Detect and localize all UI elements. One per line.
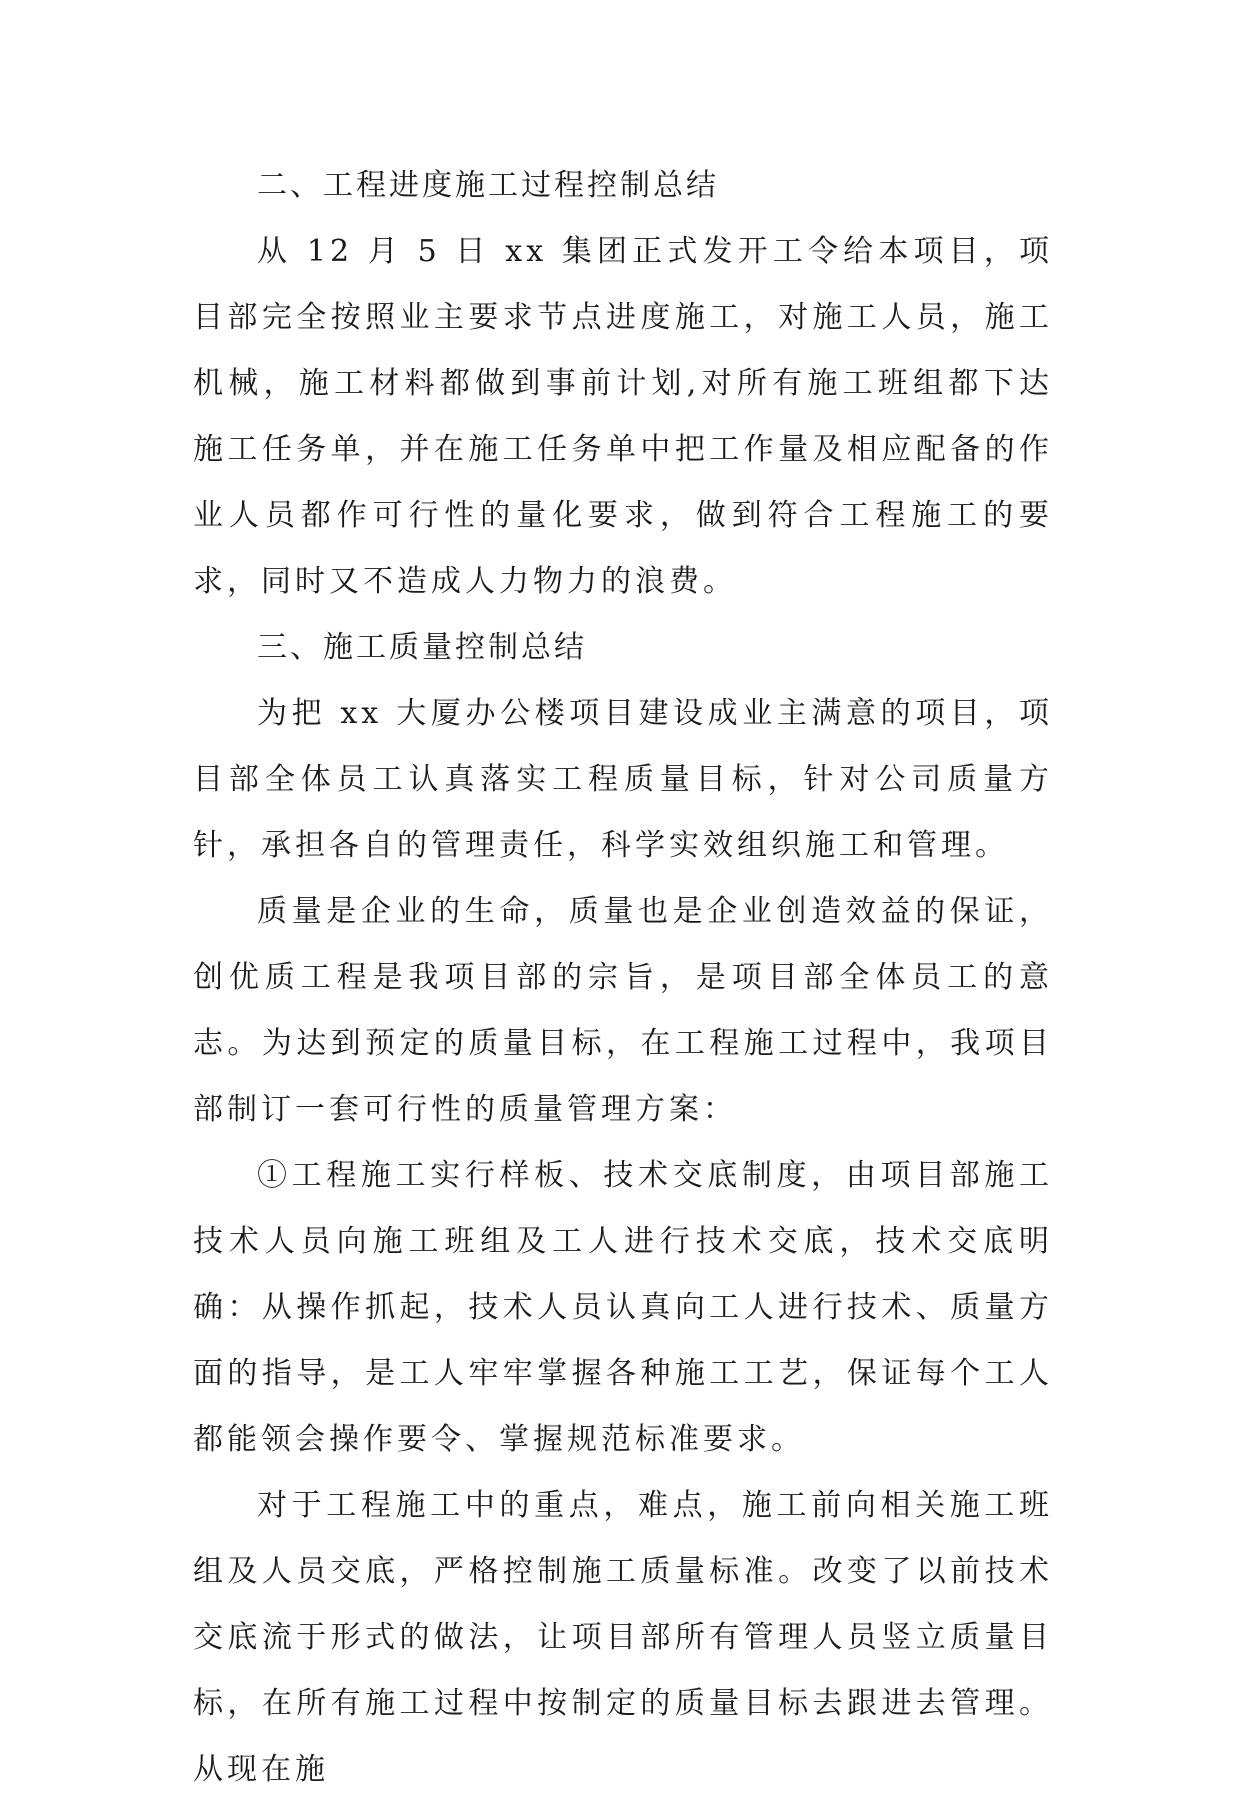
section-heading-quality: 三、施工质量控制总结 <box>257 630 587 665</box>
paragraph-technical-briefing: ①工程施工实行样板、技术交底制度，由项目部施工技术人员向施工班组及工人进行技术交底，技术交底明确：从操作抓起，技术人员认真向工人进行技术、质量方面的指导，是工人牢牢掌握各种施工工艺，保证每个工人都能领会操作要令、掌握规范标准要求。 <box>193 1158 1053 1457</box>
paragraph-quality-goal: 为把 xx 大厦办公楼项目建设成业主满意的项目，项目部全体员工认真落实工程质量目标，针对公司质量方针，承担各自的管理责任，科学实效组织施工和管理。 <box>193 696 1053 863</box>
document-body <box>193 153 1053 1803</box>
paragraph-progress-control: 从 12 月 5 日 xx 集团正式发开工令给本项目，项目部完全按照业主要求节点进度施工，对施工人员，施工机械，施工材料都做到事前计划,对所有施工班组都下达施工任务单，并在施工任务单中把工作量及相应配备的作业人员都作可行性的量化要求，做到符合工程施工的要求，同时又不造成人力物力的浪费。 <box>193 234 1053 599</box>
paragraph-key-difficulties: 对于工程施工中的重点，难点，施工前向相关施工班组及人员交底，严格控制施工质量标准。改变了以前技术交底流于形式的做法，让项目部所有管理人员竖立质量目标，在所有施工过程中按制定的质量目标去跟进去管理。从现在施 <box>193 1488 1053 1787</box>
section-heading-progress: 二、工程进度施工过程控制总结 <box>257 168 719 203</box>
paragraph-quality-importance: 质量是企业的生命，质量也是企业创造效益的保证，创优质工程是我项目部的宗旨，是项目部全体员工的意志。为达到预定的质量目标，在工程施工过程中，我项目部制订一套可行性的质量管理方案： <box>193 894 1053 1127</box>
